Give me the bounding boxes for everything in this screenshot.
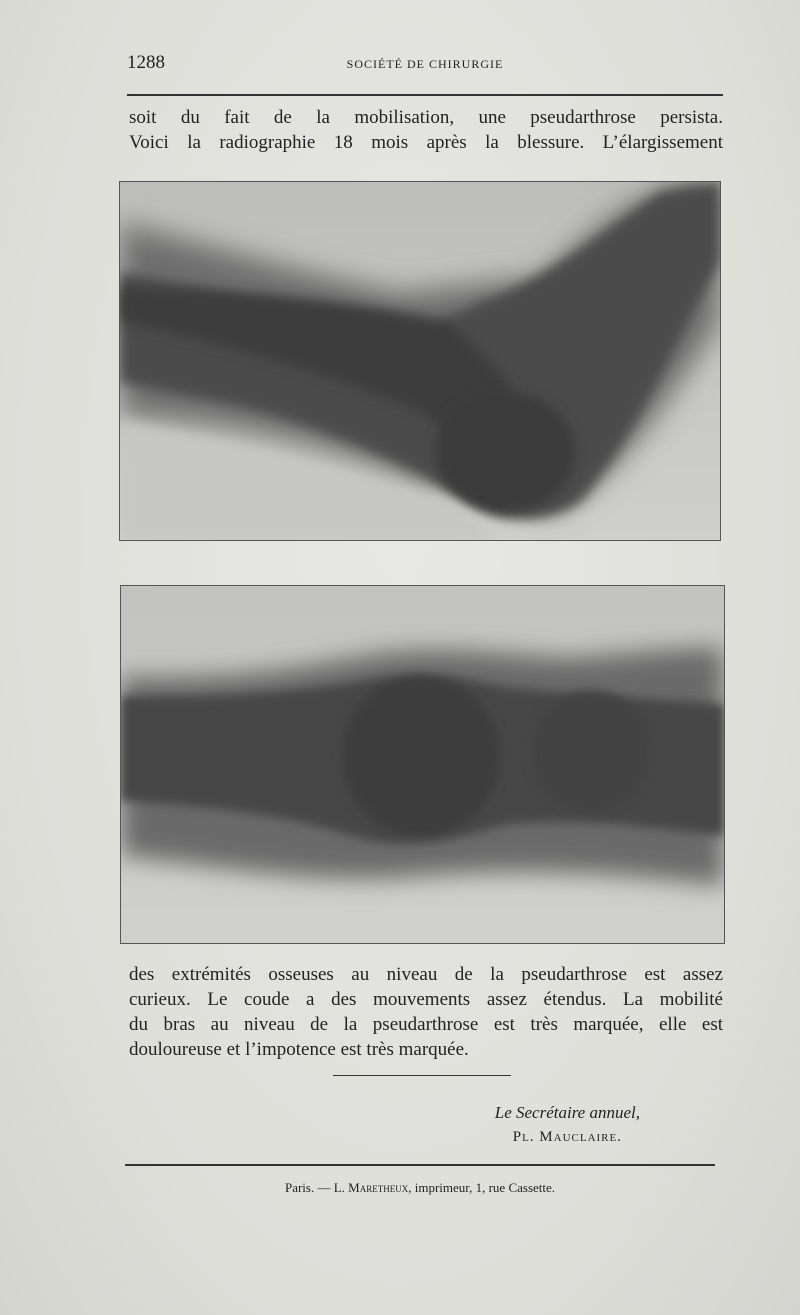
imprint-city: Paris. — L. <box>284 1180 349 1195</box>
paragraph-line: curieux. Le coude a des mouvements assez étendus. La mobilité <box>129 989 723 1010</box>
radiograph-arm <box>120 585 725 944</box>
footer-rule <box>125 1164 715 1166</box>
page-header <box>127 52 723 76</box>
header-rule <box>127 94 723 96</box>
paragraph-line: douloureuse et l’impotence est très marquée. <box>129 1039 469 1060</box>
paragraph-line: Voici la radiographie 18 mois après la blessure. L’élargissement <box>129 132 723 153</box>
running-head: SOCIÉTÉ DE CHIRURGIE <box>346 57 504 71</box>
paragraph-bottom <box>129 962 723 1062</box>
signature-name: Pl. Mauclaire. <box>512 1129 622 1145</box>
imprint-line <box>125 1180 715 1196</box>
paragraph-line: des extrémités osseuses au niveau de la pseudarthrose est assez <box>129 964 723 985</box>
imprint-printer: Maretheux <box>348 1180 409 1195</box>
signature-role: Le Secrétaire annuel, <box>494 1103 640 1122</box>
paragraph-top <box>129 105 723 155</box>
xray-elbow-image <box>120 182 720 540</box>
page-number: 1288 <box>127 52 165 73</box>
xray-arm-image <box>121 586 724 943</box>
radiograph-elbow <box>119 181 721 541</box>
imprint-address: , imprimeur, 1, rue Cassette. <box>408 1180 556 1195</box>
separator-rule <box>333 1075 511 1076</box>
paragraph-line: du bras au niveau de la pseudarthrose est très marquée, elle est <box>129 1014 723 1035</box>
paragraph-line: soit du fait de la mobilisation, une pseudarthrose persista. <box>129 107 723 128</box>
